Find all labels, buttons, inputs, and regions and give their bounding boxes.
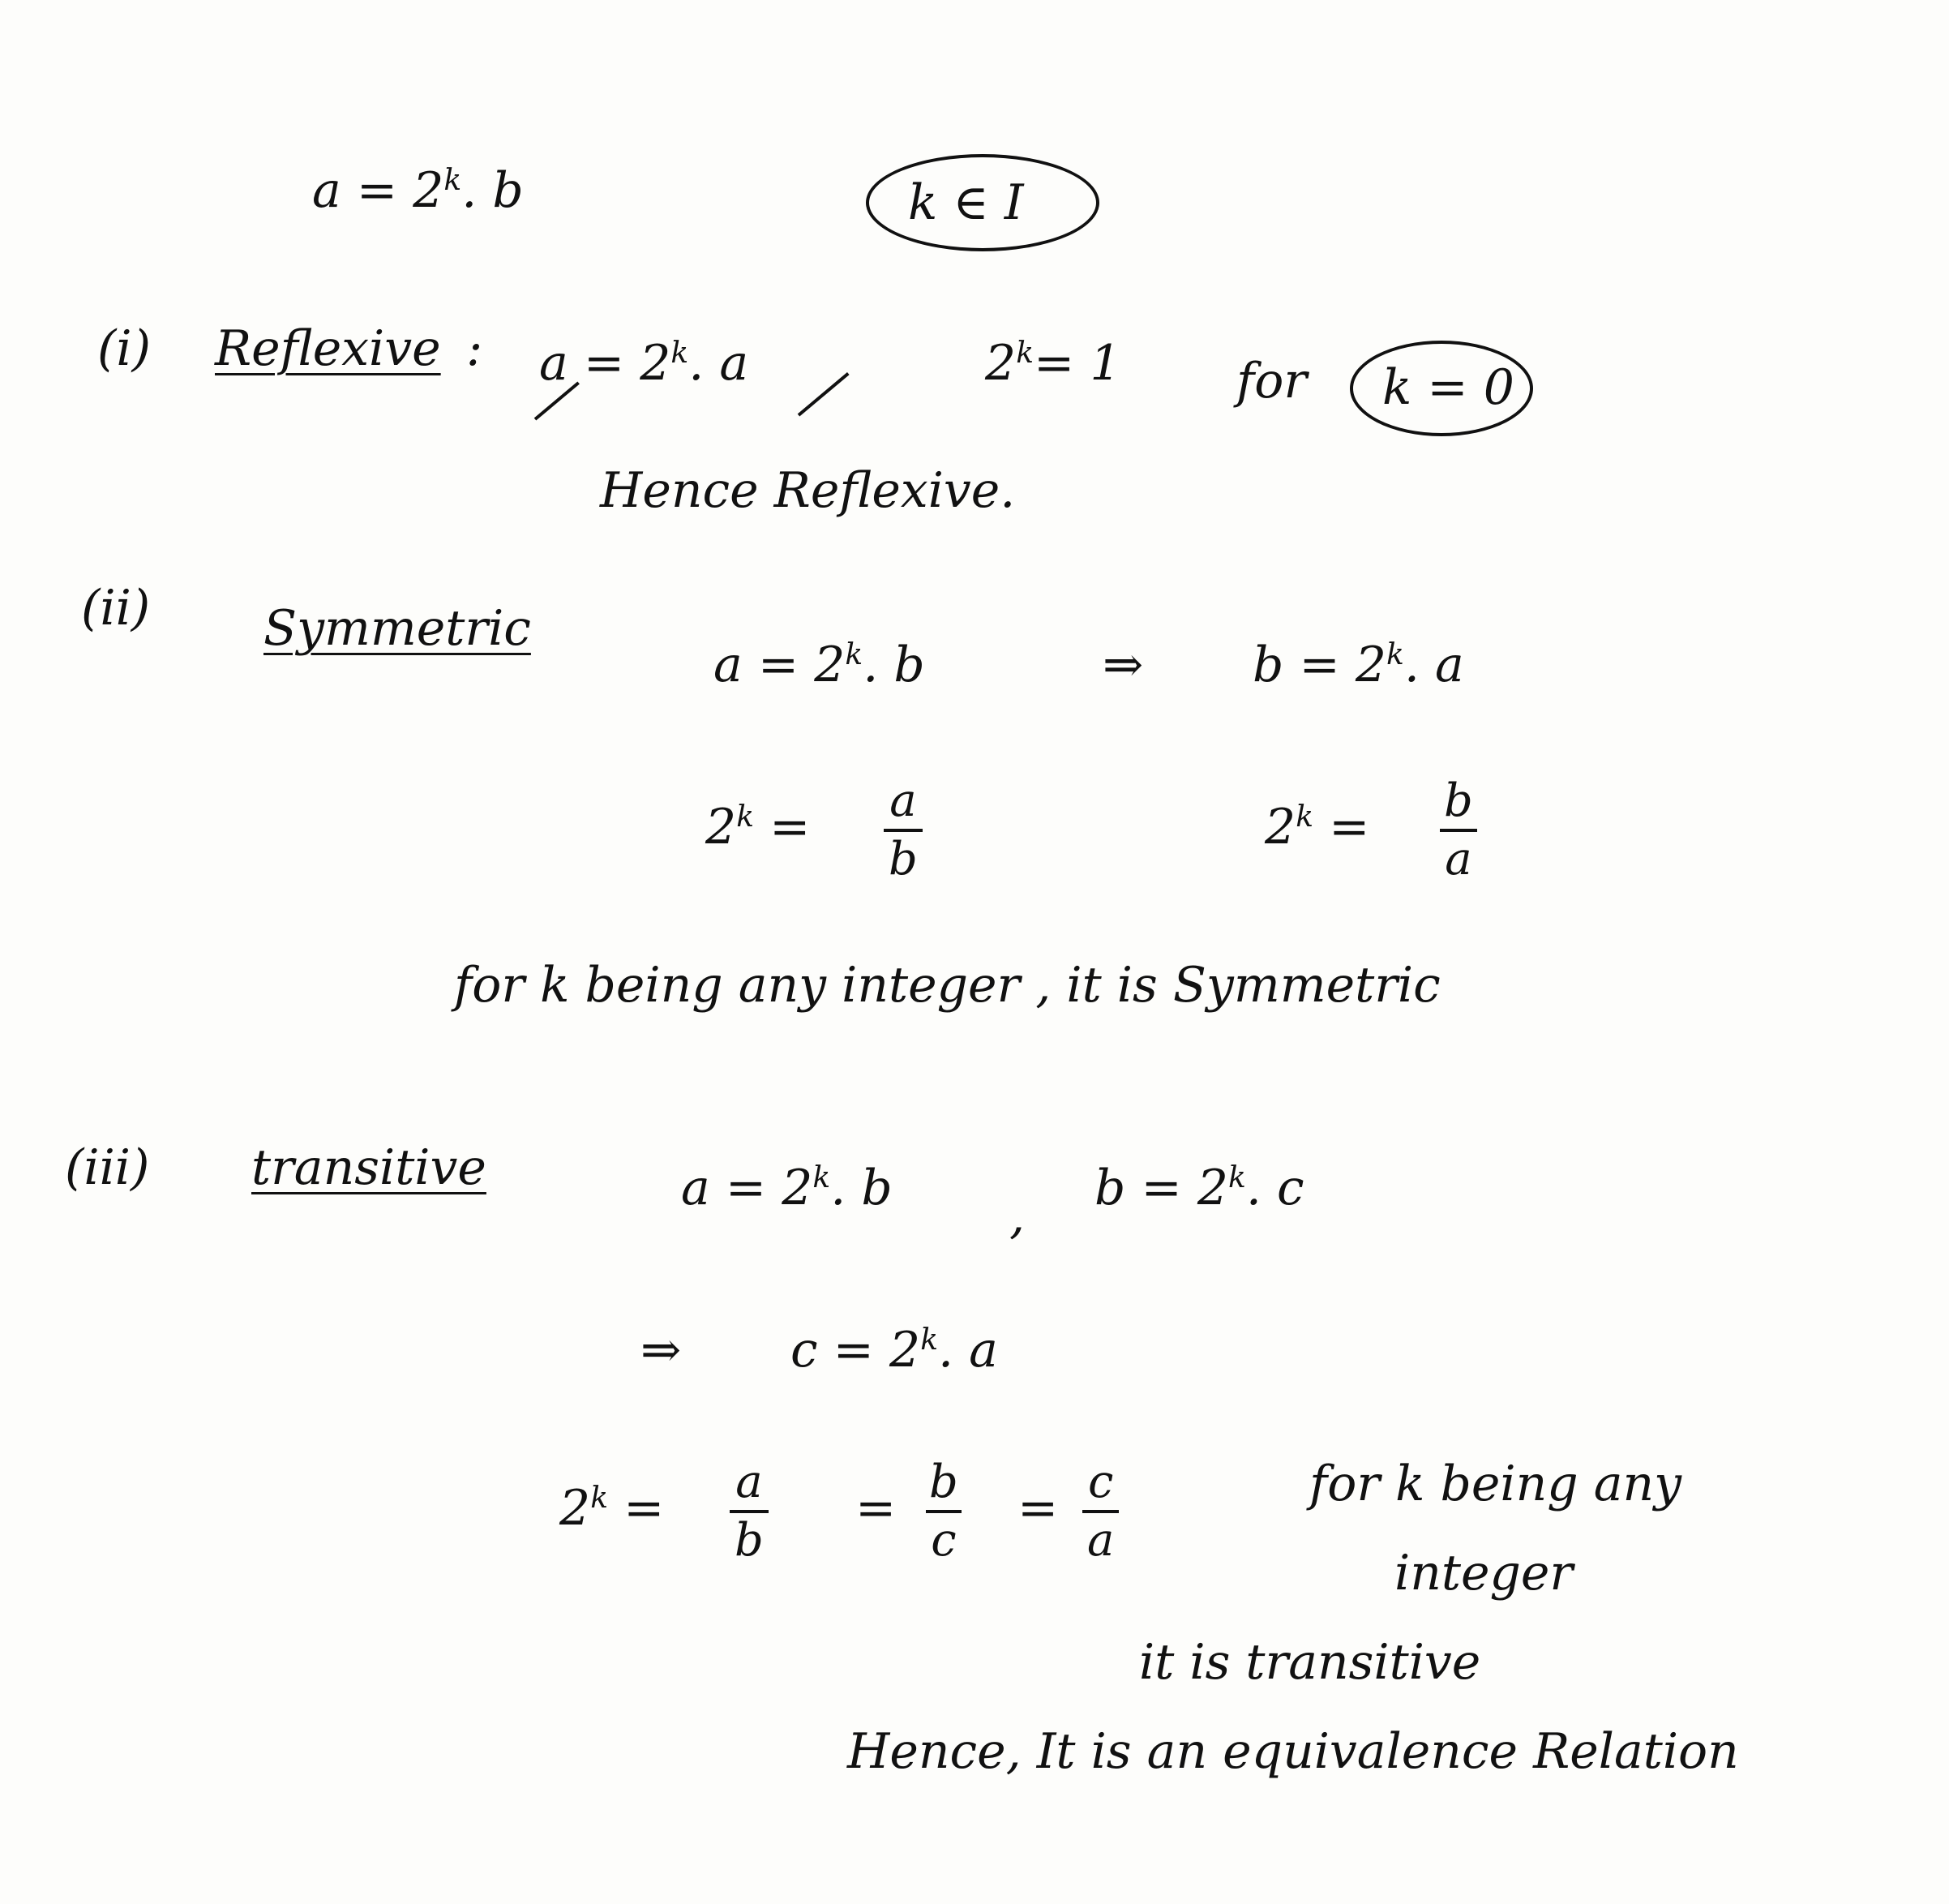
item-label-ii: (ii)	[81, 580, 151, 637]
fraction-a-over-b-2: $\frac{a}{b}$	[730, 1460, 769, 1563]
reflexive-colon: :	[466, 320, 483, 377]
symmetric-title: Symmetric	[263, 600, 531, 657]
implies-arrow: ⇒	[1103, 637, 1144, 693]
symmetric-equation-1: $a = 2^k$. b	[713, 637, 925, 693]
reflexive-conclusion: Hence Reflexive.	[600, 462, 1016, 519]
transitive-note-line-2: integer	[1394, 1545, 1574, 1602]
k-zero-text: k = 0	[1382, 359, 1514, 416]
fraction-b-over-a: $\frac{b}{a}$	[1439, 778, 1478, 882]
fraction-c-over-a: $\frac{c}{a}$	[1082, 1460, 1119, 1563]
transitive-title: transitive	[251, 1139, 486, 1196]
strike-through-a2	[798, 372, 850, 416]
item-label-iii: (iii)	[65, 1139, 150, 1196]
reflexive-for: for	[1236, 353, 1308, 410]
chain-equals-1: =	[855, 1480, 897, 1537]
condition-text: k ∈ I	[908, 174, 1024, 231]
relation-definition: $a = 2^k$. b	[312, 162, 524, 219]
transitive-equation-3: $c = 2^k$. a	[790, 1322, 998, 1379]
transitive-chain-lhs: 2$^k$ =	[559, 1480, 665, 1537]
chain-equals-2: =	[1017, 1480, 1059, 1537]
fraction-a-over-b: $\frac{a}{b}$	[884, 778, 923, 882]
item-label-i: (i)	[97, 320, 152, 377]
final-conclusion: Hence, It is an equivalence Relation	[847, 1723, 1739, 1780]
transitive-equation-1: $a = 2^k$. b	[681, 1160, 893, 1216]
transitive-note-line-3: it is transitive	[1139, 1634, 1481, 1691]
reflexive-equation: $a = 2^k$. a	[539, 335, 749, 392]
symmetric-fraction-1-lhs: 2$^k$ =	[705, 799, 811, 856]
reflexive-title: Reflexive	[215, 320, 441, 377]
transitive-note-line-1: for k being any	[1309, 1456, 1682, 1512]
symmetric-fraction-2-lhs: 2$^k$ =	[1265, 799, 1370, 856]
symmetric-conclusion: for k being any integer , it is Symmetric	[454, 957, 1441, 1014]
transitive-equation-2: $b = 2^k$. c	[1094, 1160, 1304, 1216]
fraction-b-over-c: $\frac{b}{c}$	[924, 1460, 963, 1563]
implies-arrow-2: ⇒	[640, 1322, 682, 1379]
symmetric-equation-2: $b = 2^k$. a	[1253, 637, 1464, 693]
reflexive-power-equation: $2^k= 1$	[985, 335, 1121, 392]
transitive-comma: ,	[1009, 1188, 1026, 1245]
